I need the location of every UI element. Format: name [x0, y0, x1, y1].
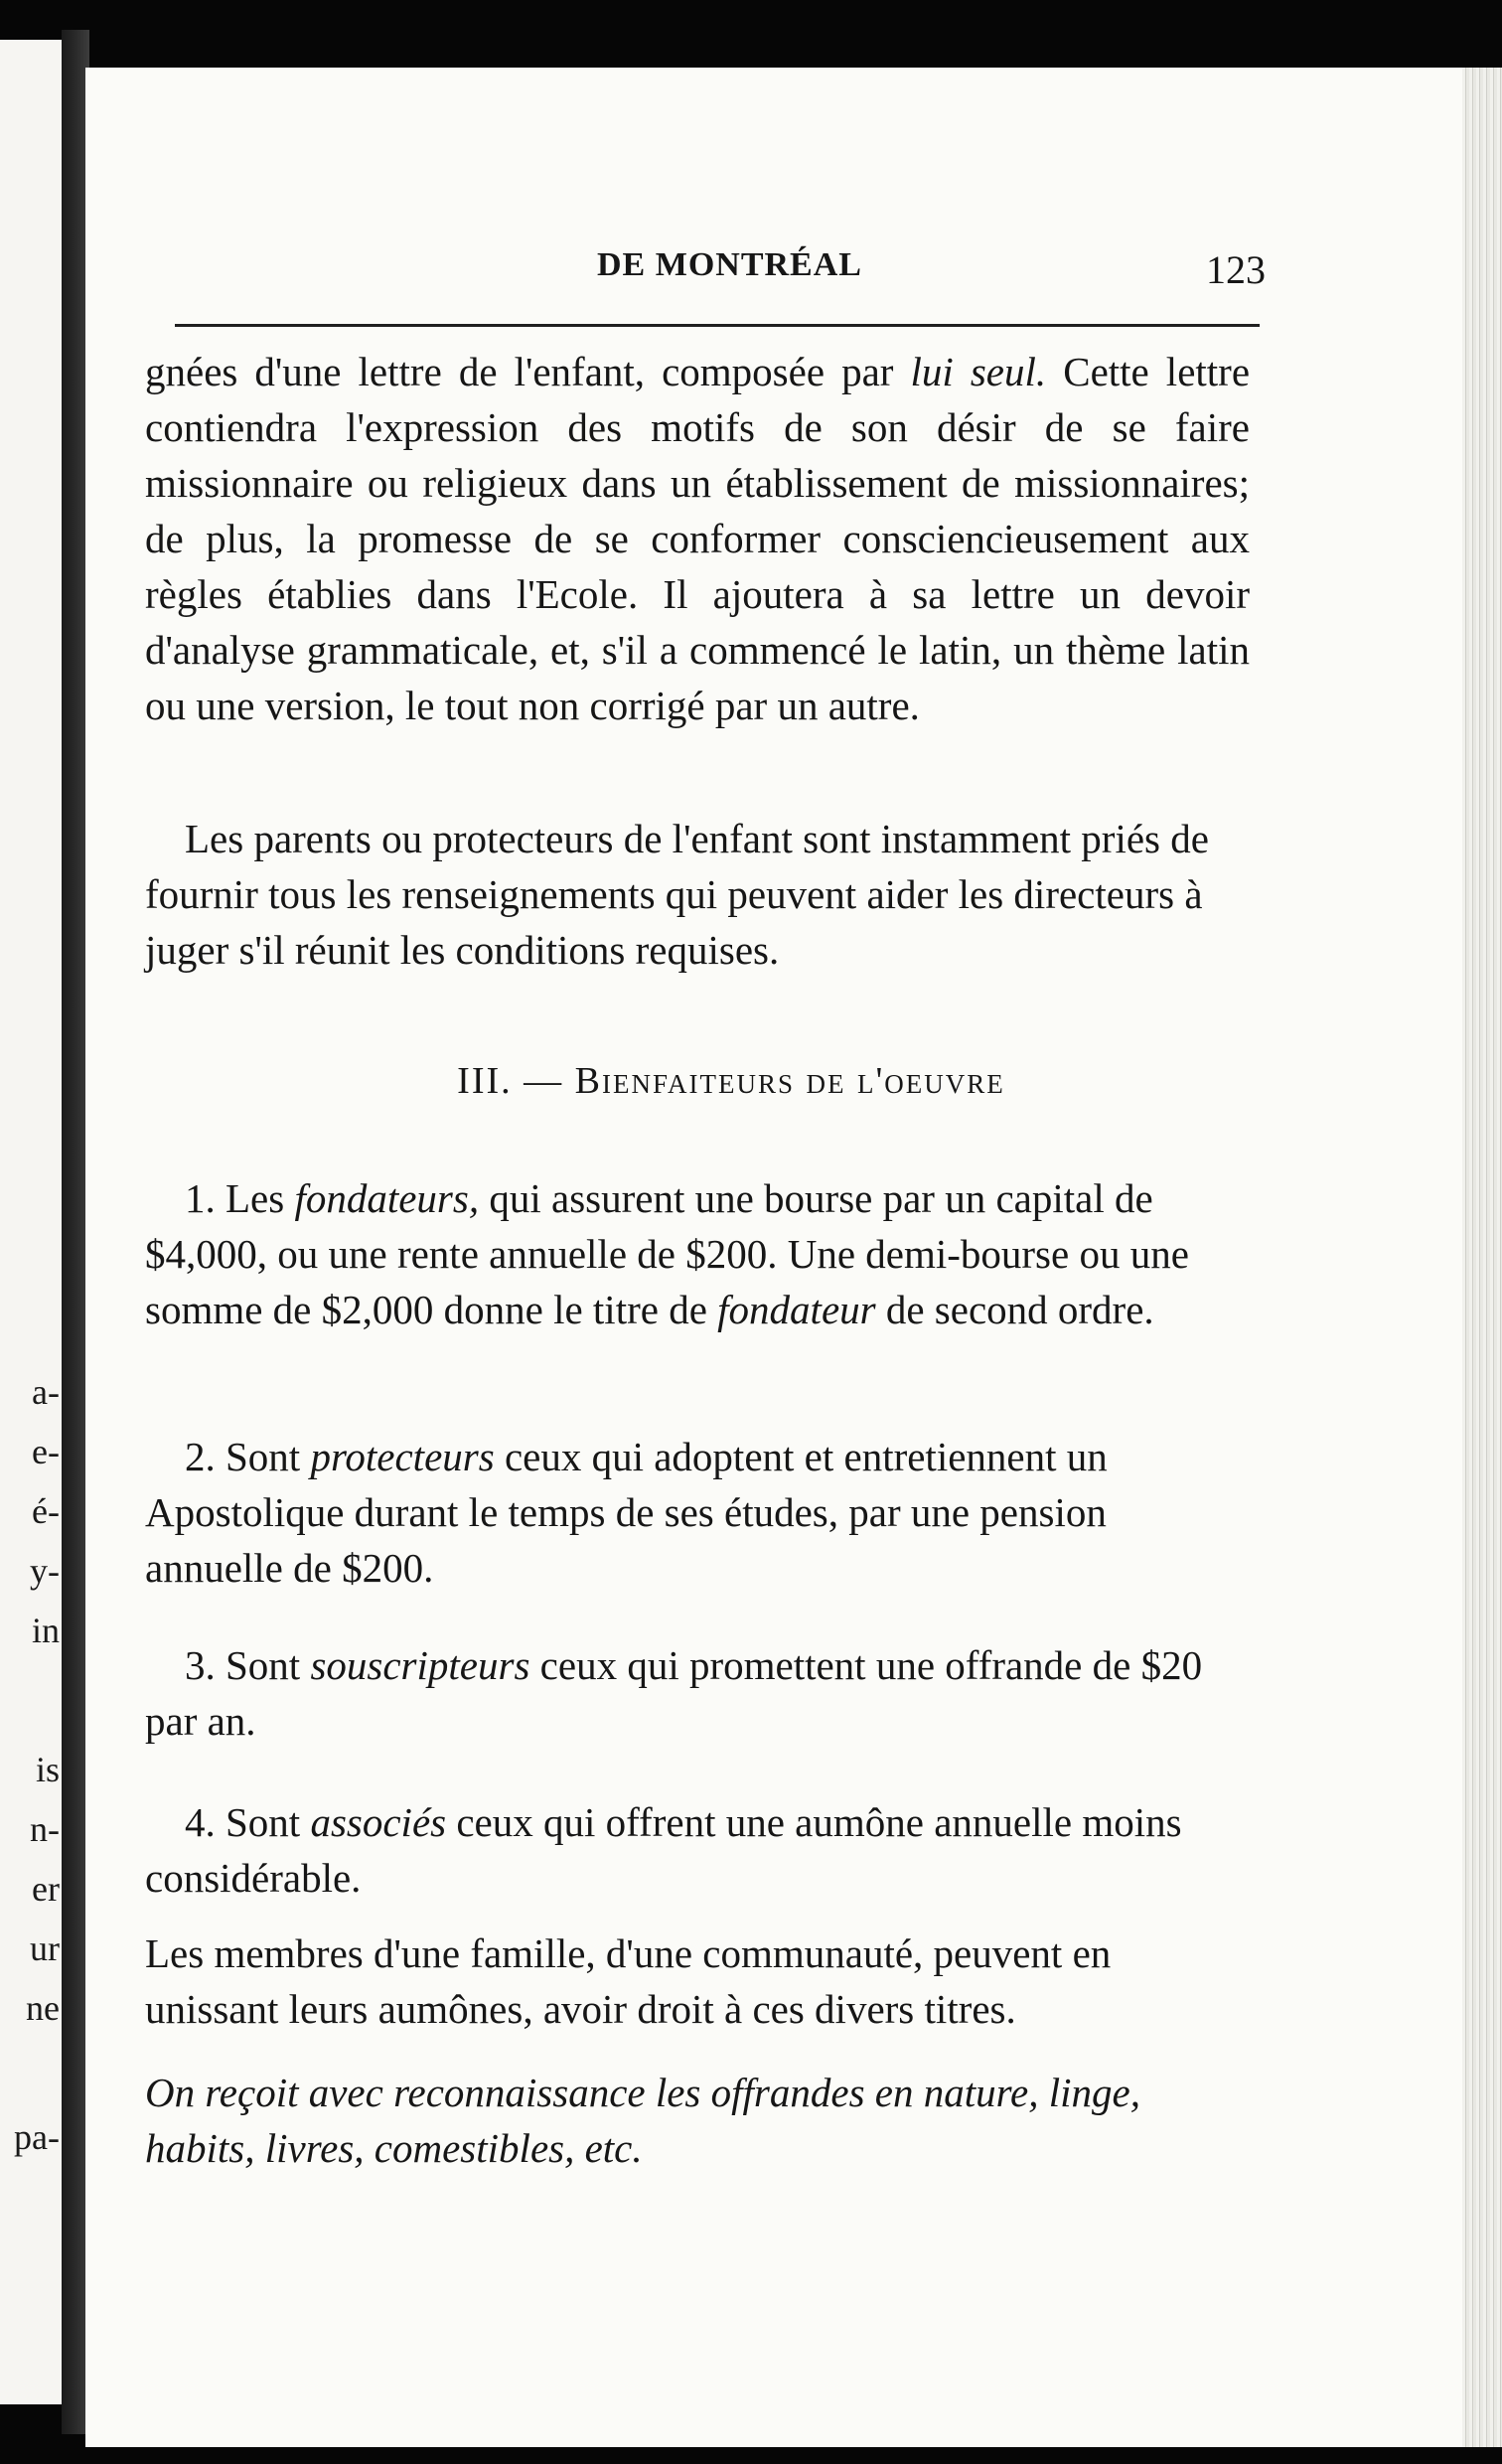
- facing-fragment: er: [32, 1869, 60, 1909]
- item3-italic: souscripteurs: [310, 1642, 530, 1688]
- item4-italic: associés: [310, 1799, 447, 1845]
- list-item-subscribers: [145, 1637, 1250, 1749]
- facing-fragment: ne: [26, 1988, 60, 2028]
- para1-italic: lui seul.: [910, 349, 1047, 394]
- paragraph-final: [145, 2065, 1250, 2176]
- para2-text: Les parents ou protecteurs de l'enfant sont instamment priés de fournir tous les renseignements qui peuvent aider les directeurs à juger s'il réunit les conditions requises.: [145, 816, 1209, 973]
- facing-fragment: n-: [30, 1809, 60, 1849]
- facing-fragment: in: [31, 1611, 60, 1650]
- facing-fragment: e-: [32, 1432, 60, 1471]
- list-item-protectors: [145, 1429, 1250, 1596]
- item1-italic-2: fondateur: [717, 1287, 876, 1332]
- facing-page: [0, 40, 64, 2404]
- page-number: 123: [1206, 247, 1266, 292]
- item1-body: qui assurent une bourse par un capital de $4,000, ou une rente annuelle de $200. Une demi-bourse ou une somme de $2,000 donne le titre de: [145, 1175, 1189, 1332]
- section-heading-number: III. —: [457, 1060, 564, 1102]
- item2-italic: protecteurs: [310, 1434, 495, 1479]
- paragraph-continued: [145, 344, 1250, 733]
- page-edge-stack: [1462, 68, 1502, 2447]
- item4-body: ceux qui offrent une aumône annuelle moins considérable.: [145, 1799, 1182, 1901]
- section-heading-text: Bienfaiteurs de l'oeuvre: [574, 1060, 1005, 1102]
- item1-tail: de second ordre.: [885, 1287, 1154, 1332]
- facing-fragment: is: [35, 1750, 60, 1789]
- list-item-founders: [145, 1170, 1250, 1337]
- item3-lead: 3. Sont: [185, 1642, 301, 1688]
- item3-body: ceux qui promettent une offrande de $20 par an.: [145, 1642, 1203, 1744]
- facing-fragment: é-: [32, 1491, 60, 1531]
- section-heading: [85, 1059, 1377, 1103]
- para1-text: gnées d'une lettre de l'enfant, composée par: [145, 349, 894, 394]
- list-item-associates: [145, 1794, 1250, 1906]
- facing-fragment: a-: [32, 1372, 60, 1412]
- item2-body: ceux qui adoptent et entretiennent un Apostolique durant le temps de ses études, par une pension annuelle de $200.: [145, 1434, 1108, 1591]
- book-page: [85, 68, 1472, 2447]
- final-text: On reçoit avec reconnaissance les offrandes en nature, linge, habits, livres, comestibles, etc.: [145, 2070, 1140, 2171]
- paragraph-parents: [145, 811, 1250, 978]
- item1-italic: fondateurs,: [294, 1175, 480, 1221]
- para1-rest: Cette lettre contiendra l'expression des motifs de son désir de se faire missionnaire ou religieux dans un établissement de missionnaires; de plus, la promesse de se conformer consciencieusement aux règles établies dans l'Ecole. Il ajoutera à sa lettre un devoir d'analyse grammaticale, et, s'il a commencé le latin, un thème latin ou une version, le tout non corrigé par un autre.: [145, 349, 1251, 728]
- header-rule: [175, 324, 1260, 327]
- members-text: Les membres d'une famille, d'une communauté, peuvent en unissant leurs aumônes, avoir droit à ces divers titres.: [145, 1930, 1112, 2032]
- facing-fragment: pa-: [14, 2117, 60, 2157]
- item1-lead: 1. Les: [185, 1175, 285, 1221]
- item2-lead: 2. Sont: [185, 1434, 301, 1479]
- facing-fragment: ur: [30, 1928, 60, 1968]
- paragraph-members: [145, 1925, 1250, 2037]
- item4-lead: 4. Sont: [185, 1799, 301, 1845]
- running-head: DE MONTRÉAL: [597, 246, 862, 283]
- facing-fragment: y-: [30, 1551, 60, 1591]
